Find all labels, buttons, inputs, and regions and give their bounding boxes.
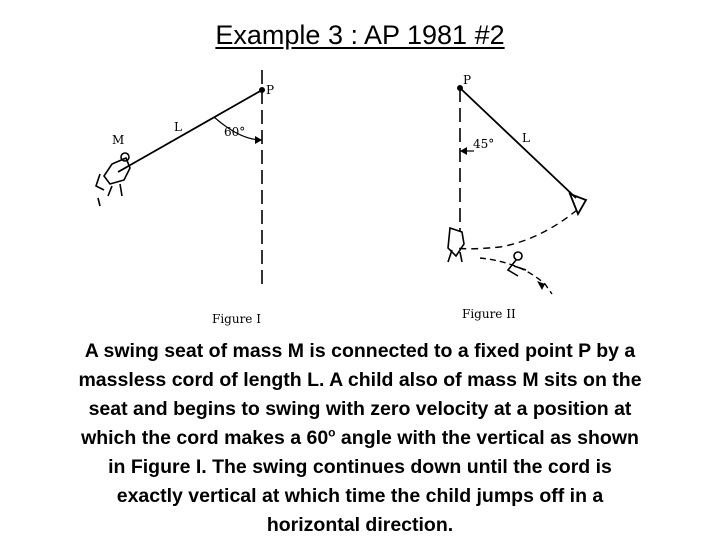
fig2-swing-seat bbox=[570, 194, 586, 214]
problem-line-1: A swing seat of mass M is connected to a fixed point P by a bbox=[84, 340, 636, 362]
fig2-trajectory-arrowhead bbox=[537, 281, 545, 290]
fig1-label-m: M bbox=[112, 133, 125, 147]
fig1-angle-label: 60° bbox=[224, 125, 246, 139]
fig2-trajectory bbox=[480, 258, 552, 294]
fig1-caption: Figure I bbox=[212, 312, 261, 326]
fig1-arc-arrowhead bbox=[255, 136, 262, 144]
fig1-label-p: P bbox=[266, 83, 275, 97]
problem-line-7: horizontal direction. bbox=[266, 514, 454, 536]
degree-superscript: o bbox=[328, 425, 336, 440]
problem-line-4a: which the cord makes a 60 bbox=[81, 427, 329, 449]
figure-2 bbox=[448, 86, 586, 295]
title-text: Example 3 : AP 1981 #2 bbox=[215, 20, 505, 50]
fig1-label-l: L bbox=[174, 120, 182, 134]
fig2-swing-arc bbox=[456, 210, 577, 249]
fig2-caption: Figure II bbox=[462, 307, 516, 321]
problem-line-4b: angle with the vertical as shown bbox=[335, 427, 639, 449]
figure-1 bbox=[96, 70, 265, 288]
problem-line-3: seat and begins to swing with zero velocity at a position at bbox=[88, 398, 632, 420]
fig2-angle-arrowhead bbox=[460, 147, 467, 155]
problem-line-6: exactly vertical at which time the child jumps off in a bbox=[116, 485, 604, 507]
fig2-label-l: L bbox=[522, 131, 530, 145]
problem-statement bbox=[6, 337, 714, 540]
fig1-swing-seat-child bbox=[96, 153, 130, 206]
fig2-label-p: P bbox=[463, 73, 472, 87]
fig2-child-at-bottom bbox=[448, 228, 464, 262]
problem-line-5: in Figure I. The swing continues down until the cord is bbox=[108, 456, 612, 478]
problem-line-2: massless cord of length L. A child also of mass M sits on the bbox=[78, 369, 642, 391]
fig2-angle-label: 45° bbox=[473, 137, 495, 151]
